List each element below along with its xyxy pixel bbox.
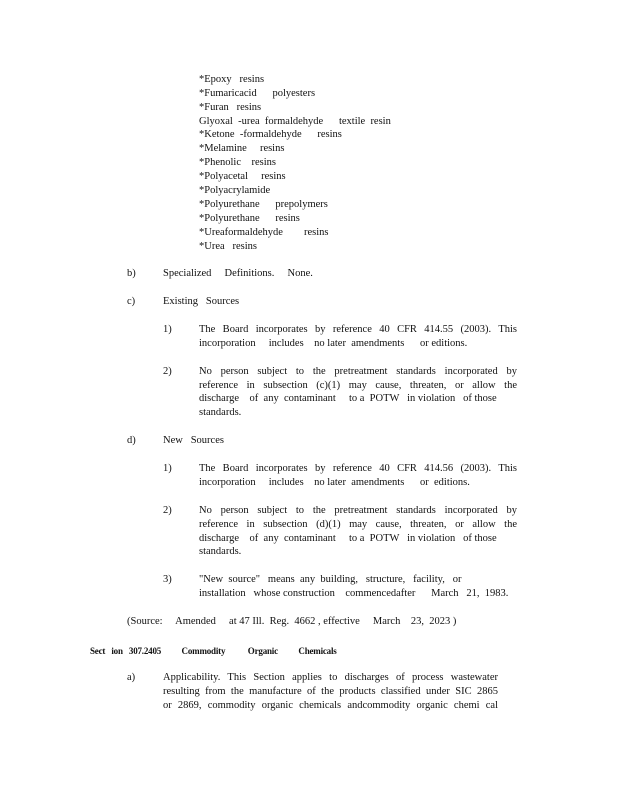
section-b-label: b) bbox=[127, 268, 136, 279]
section-a-line: or 2869, commodity organic chemicals andcommodity organic chemi cal bbox=[163, 700, 498, 711]
item-number: 3) bbox=[163, 574, 172, 585]
resin-item: *Melamine resins bbox=[199, 143, 285, 154]
item-number: 2) bbox=[163, 366, 172, 377]
item-number: 1) bbox=[163, 463, 172, 474]
resin-item: *Fumaricacid polyesters bbox=[199, 88, 316, 99]
section-a-line: resulting from the manufacture of the products classified under SIC 2865 bbox=[163, 686, 498, 697]
resin-item: *Phenolic resins bbox=[199, 157, 276, 168]
section-d-label: d) bbox=[127, 435, 136, 446]
source-note: (Source: Amended at 47 Ill. Reg. 4662 , effective March 23, 2023 ) bbox=[127, 616, 457, 627]
section-a-label: a) bbox=[127, 672, 136, 683]
item-line: standards. bbox=[199, 407, 242, 418]
item-line: "New source" means any building, structure, facility, or bbox=[199, 574, 462, 585]
item-line: discharge of any contaminant to a POTW in violation of those bbox=[199, 533, 497, 544]
item-line: discharge of any contaminant to a POTW in violation of those bbox=[199, 393, 497, 404]
resin-item: *Polyacrylamide bbox=[199, 185, 271, 196]
resin-item: *Urea resins bbox=[199, 241, 258, 252]
resin-item: *Polyacetal resins bbox=[199, 171, 286, 182]
section-c-title: Existing Sources bbox=[163, 296, 240, 307]
item-line: incorporation includes no later amendments or editions. bbox=[199, 477, 470, 488]
item-line: No person subject to the pretreatment standards incorporated by bbox=[199, 505, 517, 516]
section-heading: Sect ion 307.2405 Commodity Organic Chemicals bbox=[90, 646, 337, 656]
resin-item: *Furan resins bbox=[199, 102, 262, 113]
item-line: The Board incorporates by reference 40 CFR 414.56 (2003). This bbox=[199, 463, 517, 474]
resin-item: *Ureaformaldehyde resins bbox=[199, 227, 329, 238]
section-b-text: Specialized Definitions. None. bbox=[163, 268, 313, 279]
resin-item: *Epoxy resins bbox=[199, 74, 265, 85]
section-a-line: Applicability. This Section applies to discharges of process wastewater bbox=[163, 672, 498, 683]
item-number: 1) bbox=[163, 324, 172, 335]
item-line: incorporation includes no later amendments or editions. bbox=[199, 338, 468, 349]
item-line: installation whose construction commencedafter March 21, 1983. bbox=[199, 588, 509, 599]
resin-item: Glyoxal -urea formaldehyde textile resin bbox=[199, 116, 391, 127]
item-line: No person subject to the pretreatment standards incorporated by bbox=[199, 366, 517, 377]
item-line: reference in subsection (c)(1) may cause, threaten, or allow the bbox=[199, 380, 517, 391]
item-number: 2) bbox=[163, 505, 172, 516]
resin-item: *Polyurethane prepolymers bbox=[199, 199, 328, 210]
section-c-label: c) bbox=[127, 296, 136, 307]
resin-item: *Ketone -formaldehyde resins bbox=[199, 129, 342, 140]
resin-item: *Polyurethane resins bbox=[199, 213, 300, 224]
item-line: standards. bbox=[199, 546, 242, 557]
item-line: The Board incorporates by reference 40 CFR 414.55 (2003). This bbox=[199, 324, 517, 335]
section-d-title: New Sources bbox=[163, 435, 224, 446]
item-line: reference in subsection (d)(1) may cause, threaten, or allow the bbox=[199, 519, 517, 530]
